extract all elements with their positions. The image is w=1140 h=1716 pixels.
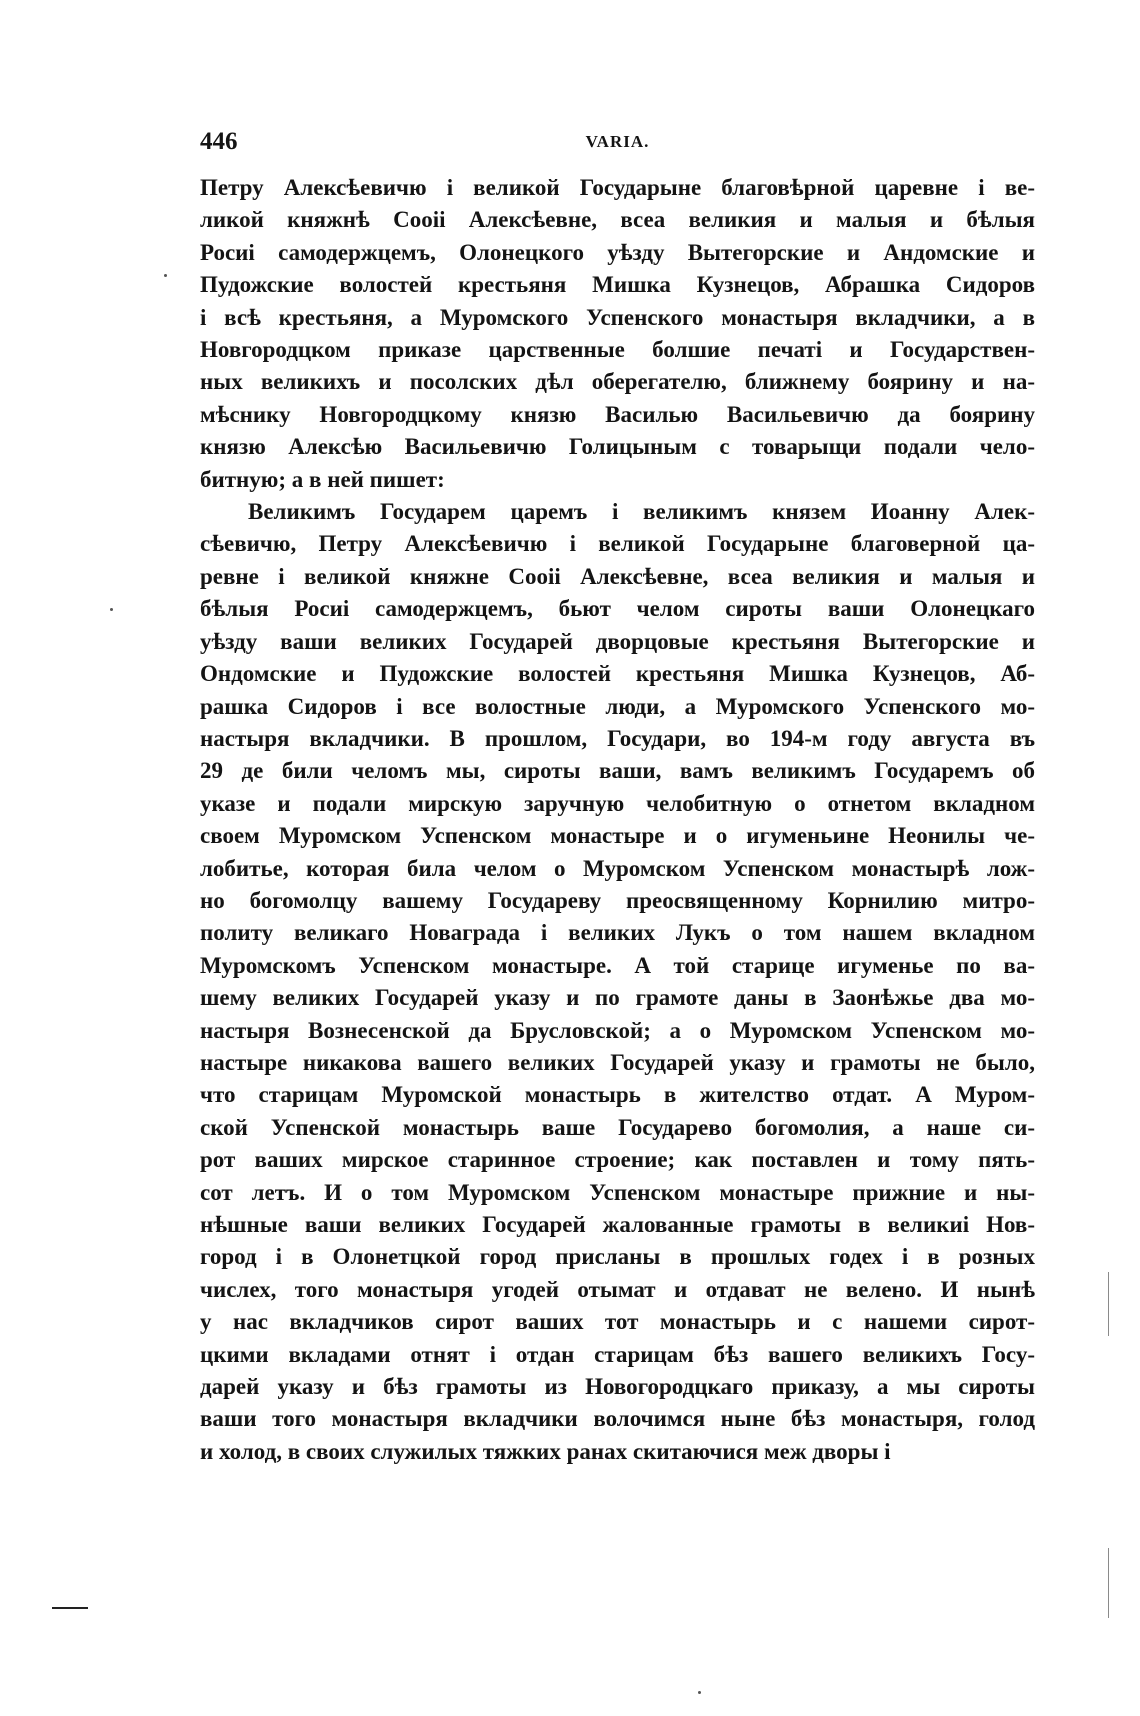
text-line: настыре никакова вашего великих Государей указу и грамоты не было, xyxy=(200,1049,1035,1075)
margin-mark xyxy=(52,1607,88,1609)
text-line: город і в Олонетцкой город присланы в прошлых годех і в розных xyxy=(200,1244,1035,1270)
text-line: Муромскомъ Успенском монастыре. А той старице игуменье по ва- xyxy=(200,952,1035,978)
text-line: настыря Вознесенской да Брусловской; а о Муромском Успенском мо- xyxy=(200,1017,1035,1043)
text-line: у нас вкладчиков сирот ваших тот монастырь и с нашеми сирот- xyxy=(200,1309,1035,1335)
scan-edge-line xyxy=(1108,1272,1109,1336)
text-line: и холод, в своих служилых тяжких ранах скитаючися меж дворы і xyxy=(200,1438,891,1464)
text-line: нѣшные ваши великих Государей жалованные грамоты в великиі Нов- xyxy=(200,1212,1035,1237)
text-line: настыря вкладчики. В прошлом, Государи, во 194-м году августа въ xyxy=(200,725,1035,751)
text-line: князю Алексѣю Васильевичю Голицыным с товарыщи подали чело- xyxy=(200,434,1035,460)
paragraph-2 xyxy=(200,496,1035,1468)
text-line: дарей указу и бѣз грамоты из Новогородцкаго приказу, а мы сироты xyxy=(200,1374,1035,1400)
text-line: ликой княжнѣ Сооіі Алексѣевне, всеа великия и малыя и бѣлыя xyxy=(200,207,1035,233)
text-line: уѣзду ваши великих Государей дворцовые крестьяня Вытегорские и xyxy=(200,628,1035,654)
text-line: Пудожские волостей крестьяня Мишка Кузнецов, Абрашка Сидоров xyxy=(200,272,1035,298)
text-line: но богомолцу вашему Государеву преосвященному Корнилию митро- xyxy=(200,887,1035,913)
text-line: Ондомские и Пудожские волостей крестьяня Мишка Кузнецов, Аб- xyxy=(200,661,1035,687)
text-line: ревне і великой княжне Сооіі Алексѣевне, всеа великия и малыя и xyxy=(200,563,1035,589)
text-line: рот ваших мирское старинное строение; как поставлен и тому пять- xyxy=(200,1147,1035,1173)
text-line: і всѣ крестьяня, а Муромского Успенского монастыря вкладчики, а в xyxy=(200,304,1035,330)
page-number: 446 xyxy=(200,128,238,155)
scan-speck xyxy=(164,274,167,277)
running-title: VARIA. xyxy=(585,132,650,151)
text-line: что старицам Муромской монастырь в жителство отдат. А Муром- xyxy=(200,1082,1035,1108)
text-line: бѣлыя Росиі самодержцемъ, бьют челом сироты ваши Олонецкаго xyxy=(200,596,1035,622)
scan-speck xyxy=(698,1691,701,1694)
body-text xyxy=(200,172,1035,1468)
text-line: числех, того монастыря угодей отымат и отдават не велено. И нынѣ xyxy=(200,1276,1035,1302)
text-line: лобитье, которая била челом о Муромском Успенском монастырѣ лож- xyxy=(200,855,1035,881)
text-line: указе и подали мирскую заручную челобитную о отнетом вкладном xyxy=(200,790,1035,816)
text-line: Новгородцком приказе царственные болшие печаті и Государствен- xyxy=(200,337,1035,363)
text-line: рашка Сидоров і все волостные люди, а Муромского Успенского мо- xyxy=(200,693,1035,719)
text-line: битную; а в ней пишет: xyxy=(200,466,445,492)
text-line: ных великихъ и посолских дѣл оберегателю, ближнему боярину и на- xyxy=(200,369,1035,395)
scan-speck xyxy=(110,608,113,611)
text-line: цкими вкладами отнят і отдан старицам бѣз вашего великихъ Госу- xyxy=(200,1341,1035,1367)
text-line: сѣевичю, Петру Алексѣевичю і великой Государыне благоверной ца- xyxy=(200,531,1035,557)
text-line: политу великаго Новаграда і великих Лукъ о том нашем вкладном xyxy=(200,920,1035,946)
text-line: мѣснику Новгородцкому князю Василью Васильевичю да боярину xyxy=(200,401,1035,427)
text-line: Петру Алексѣевичю і великой Государыне благовѣрной царевне і ве- xyxy=(200,175,1035,200)
page-header xyxy=(200,128,1035,160)
text-line: своем Муромском Успенском монастыре и о игуменьине Неонилы че- xyxy=(200,823,1035,849)
text-line: шему великих Государей указу и по грамоте даны в Заонѣжье два мо- xyxy=(200,985,1035,1011)
text-line: ваши того монастыря вкладчики волочимся ныне бѣз монастыря, голод xyxy=(200,1406,1035,1432)
text-line: ской Успенской монастырь ваше Государево богомолия, а наше си- xyxy=(200,1114,1035,1140)
paragraph-1 xyxy=(200,172,1035,496)
text-line: Росиі самодержцемъ, Олонецкого уѣзду Вытегорские и Андомские и xyxy=(200,239,1035,265)
text-line: сот летъ. И о том Муромском Успенском монастыре прижние и ны- xyxy=(200,1179,1035,1205)
scan-edge-line xyxy=(1108,1548,1109,1618)
text-line: Великимъ Государем царемъ і великимъ князем Иоанну Алек- xyxy=(248,499,1035,525)
text-line: 29 де били челомъ мы, сироты ваши, вамъ великимъ Государемъ об xyxy=(200,758,1035,784)
